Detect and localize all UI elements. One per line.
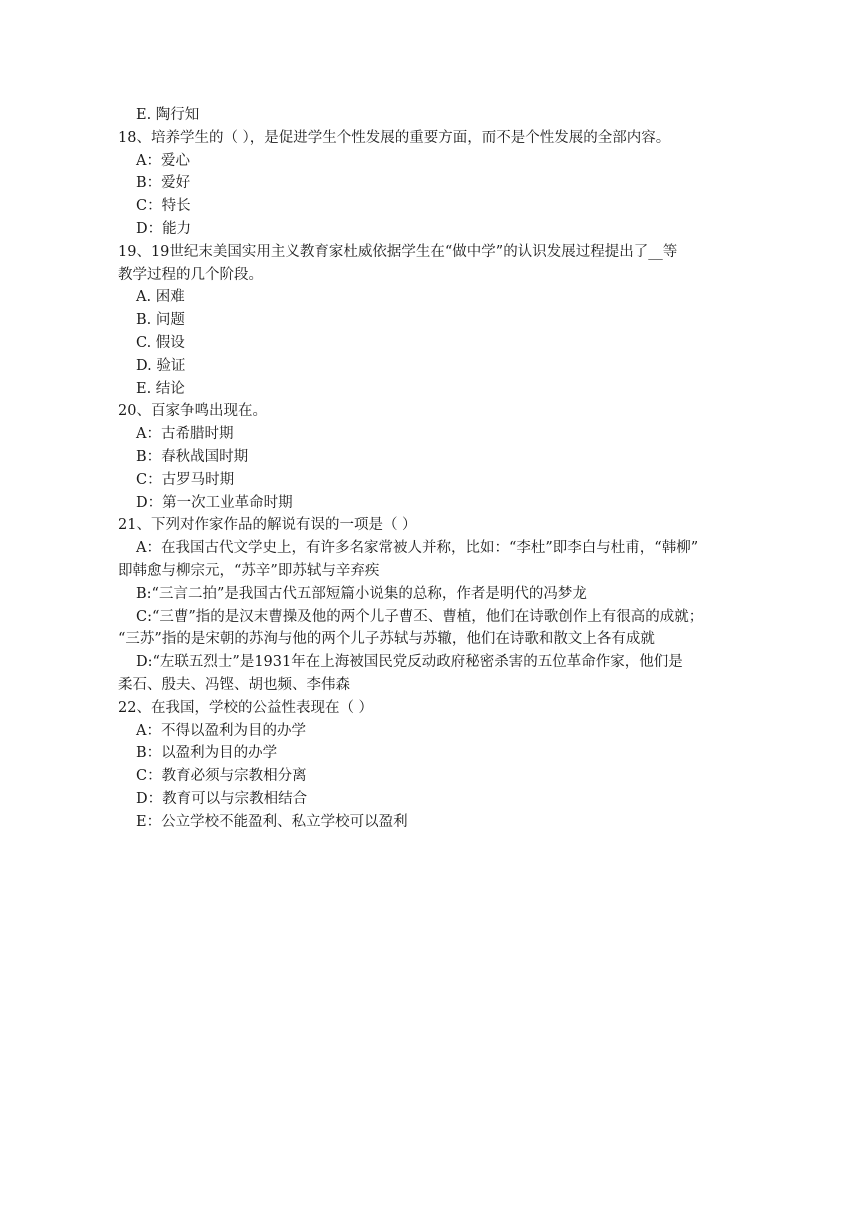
q19-stem-line1: 19、19世纪末美国实用主义教育家杜威依据学生在“做中学”的认识发展过程提出了__等 [118, 243, 678, 260]
q21-option-a-line2: 即韩愈与柳宗元，“苏辛”即苏轼与辛弃疾 [118, 562, 380, 579]
q21-option-c-line2: “三苏”指的是宋朝的苏洵与他的两个儿子苏轼与苏辙，他们在诗歌和散文上各有成就 [118, 631, 655, 648]
q18-stem: 18、培养学生的（ ），是促进学生个性发展的重要方面，而不是个性发展的全部内容。 [118, 129, 671, 146]
q20-option-d: D：第一次工业革命时期 [136, 494, 293, 511]
q20-option-a: A：古希腊时期 [136, 426, 234, 443]
q22-option-c: C：教育必须与宗教相分离 [136, 768, 307, 785]
q21-option-d-line2: 柔石、殷夫、冯铿、胡也频、李伟森 [118, 676, 350, 693]
q18-option-b: B：爱好 [136, 175, 191, 192]
q21-stem: 21、下列对作家作品的解说有误的一项是（ ） [118, 517, 417, 534]
q19-stem-line2: 教学过程的几个阶段。 [118, 266, 263, 283]
q19-option-e: E. 结论 [136, 380, 185, 397]
q19-option-d: D. 验证 [136, 357, 186, 374]
q18-option-a: A：爱心 [136, 152, 190, 169]
q22-option-d: D：教育可以与宗教相结合 [136, 790, 308, 807]
q21-option-a-line1: A：在我国古代文学史上，有许多名家常被人并称，比如：“李杜”即李白与杜甫，“韩柳” [136, 540, 699, 557]
q19-option-c: C. 假设 [136, 334, 185, 351]
q17-option-e: E. 陶行知 [136, 107, 200, 123]
q21-option-d-line1: D:“左联五烈士”是1931年在上海被国民党反动政府秘密杀害的五位革命作家，他们是 [136, 654, 683, 671]
document-page [118, 104, 748, 834]
q21-option-b: B:“三言二拍”是我国古代五部短篇小说集的总称，作者是明代的冯梦龙 [136, 585, 587, 602]
q22-option-a: A：不得以盈利为目的办学 [136, 722, 306, 739]
q20-stem: 20、百家争鸣出现在。 [118, 403, 267, 420]
q18-option-d: D：能力 [136, 220, 192, 237]
q19-option-b: B. 问题 [136, 312, 185, 329]
q20-option-c: C：古罗马时期 [136, 471, 235, 488]
q19-option-a: A. 困难 [136, 289, 185, 306]
q22-stem: 22、在我国，学校的公益性表现在（ ） [118, 699, 374, 716]
q21-option-c-line1: C:“三曹”指的是汉末曹操及他的两个儿子曹丕、曹植，他们在诗歌创作上有很高的成就； [136, 608, 704, 625]
q22-option-b: B：以盈利为目的办学 [136, 745, 278, 762]
q20-option-b: B：春秋战国时期 [136, 448, 249, 465]
q22-option-e: E：公立学校不能盈利、私立学校可以盈利 [136, 813, 408, 830]
q18-option-c: C：特长 [136, 198, 191, 215]
